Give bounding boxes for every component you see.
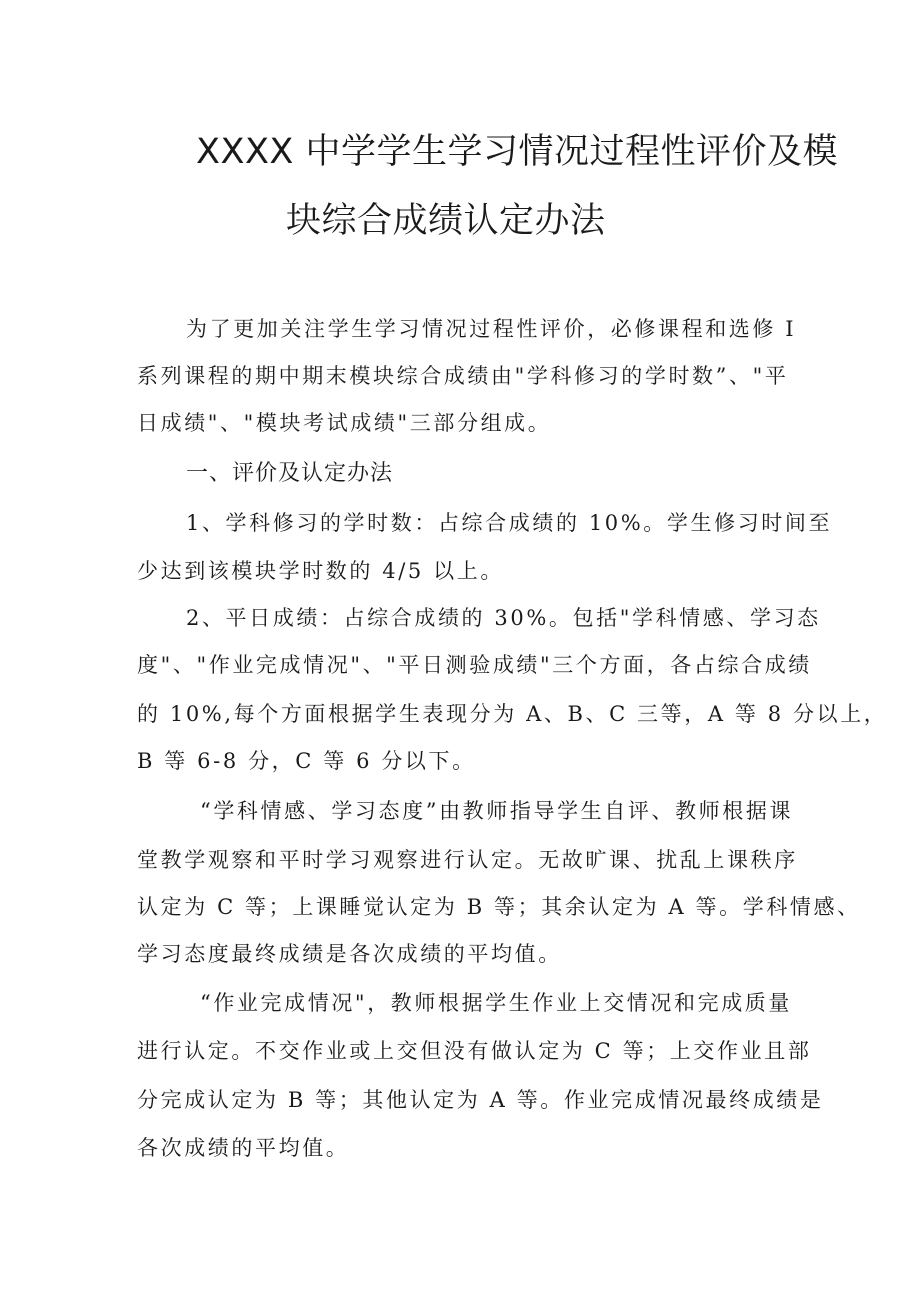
- item-2-line: 度"、"作业完成情况"、"平日测验成绩"三个方面，各占综合成绩: [137, 653, 812, 677]
- homework-line: 进行认定。不交作业或上交但没有做认定为 C 等；上交作业且部: [137, 1039, 812, 1063]
- item-1-line: 少达到该模块学时数的 4/5 以上。: [137, 559, 504, 583]
- attitude-line: 学习态度最终成绩是各次成绩的平均值。: [137, 942, 562, 966]
- document-title-line-2: 块综合成绩认定办法: [286, 201, 606, 241]
- section-heading: 一、评价及认定办法: [186, 461, 394, 486]
- homework-line: 分完成认定为 B 等；其他认定为 A 等。作业完成情况最终成绩是: [137, 1088, 824, 1112]
- attitude-line: 堂教学观察和平时学习观察进行认定。无故旷课、扰乱上课秩序: [137, 848, 798, 872]
- attitude-line: 认定为 C 等；上课睡觉认定为 B 等；其余认定为 A 等。学科情感、: [137, 895, 861, 919]
- homework-line: 各次成绩的平均值。: [137, 1136, 350, 1160]
- intro-line: 日成绩"、"模块考试成绩"三部分组成。: [137, 411, 552, 435]
- homework-line: “作业完成情况"，教师根据学生作业上交情况和完成质量: [200, 991, 792, 1015]
- document-title-line-1: XXXX 中学学生学习情况过程性评价及模: [196, 132, 839, 172]
- attitude-line: “学科情感、学习态度”由教师指导学生自评、教师根据课: [200, 799, 794, 823]
- intro-line: 为了更加关注学生学习情况过程性评价，必修课程和选修 I: [186, 317, 797, 341]
- item-2-line: B 等 6-8 分，C 等 6 分以下。: [137, 749, 476, 773]
- item-2-line: 2、平日成绩：占综合成绩的 30%。包括"学科情感、学习态: [186, 606, 821, 630]
- intro-line: 系列课程的期中期末模块综合成绩由"学科修习的学时数”、"平: [137, 364, 789, 388]
- item-2-line: 的 10%,每个方面根据学生表现分为 A、B、C 三等，A 等 8 分以上，: [137, 702, 888, 726]
- item-1-line: 1、学科修习的学时数：占综合成绩的 10%。学生修习时间至: [186, 511, 833, 535]
